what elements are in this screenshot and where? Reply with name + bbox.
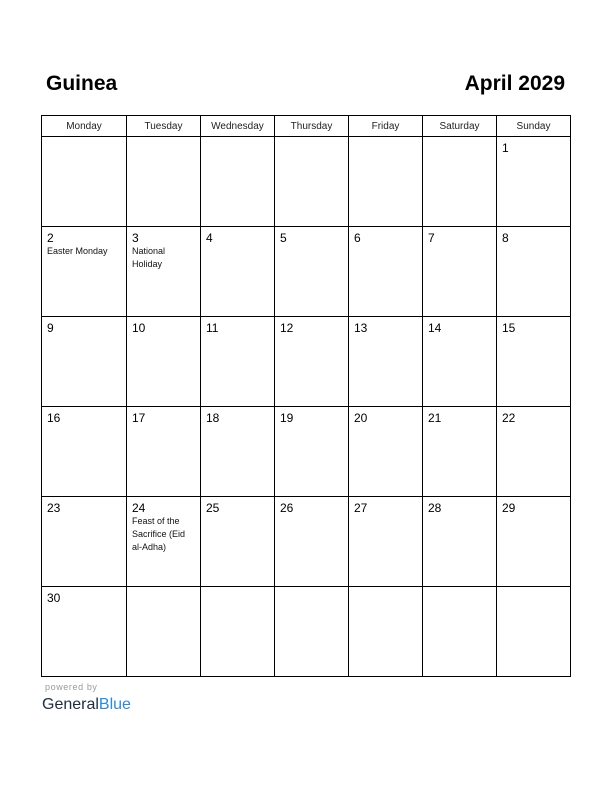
day-cell (42, 407, 127, 497)
day-cell (275, 587, 349, 677)
week-row (42, 407, 571, 497)
month-title: April 2029 (464, 72, 565, 95)
day-number (423, 587, 496, 591)
day-cell (42, 227, 127, 317)
day-cell (423, 497, 497, 587)
holiday-label: Feast of the Sacrifice (Eid al-Adha) (132, 516, 186, 552)
day-cell (423, 587, 497, 677)
day-number: 7 (428, 231, 435, 245)
day-number: 9 (47, 321, 54, 335)
week-row (42, 587, 571, 677)
day-number: 5 (280, 231, 287, 245)
day-number: 20 (354, 411, 368, 425)
weekday-header: Saturday (423, 116, 497, 137)
day-cell (127, 587, 201, 677)
day-number (349, 137, 422, 141)
day-cell (127, 407, 201, 497)
day-cell (275, 227, 349, 317)
day-number (127, 137, 200, 141)
day-cell (201, 137, 275, 227)
week-row (42, 227, 571, 317)
day-cell (201, 407, 275, 497)
day-number: 14 (428, 321, 442, 335)
day-number (349, 587, 422, 591)
day-cell (497, 317, 571, 407)
day-number: 1 (502, 141, 509, 155)
day-cell (423, 317, 497, 407)
day-number: 17 (132, 411, 146, 425)
day-number: 4 (206, 231, 213, 245)
day-cell (127, 137, 201, 227)
day-cell (201, 227, 275, 317)
day-cell (423, 227, 497, 317)
day-number (201, 587, 274, 591)
day-cell (42, 497, 127, 587)
holiday-label: Easter Monday (47, 246, 108, 256)
day-cell (42, 137, 127, 227)
weekday-header: Friday (349, 116, 423, 137)
day-number (201, 137, 274, 141)
day-cell (349, 317, 423, 407)
day-cell (275, 317, 349, 407)
day-cell (423, 407, 497, 497)
day-cell (497, 497, 571, 587)
day-number: 22 (502, 411, 516, 425)
day-number: 8 (502, 231, 509, 245)
day-number: 12 (280, 321, 294, 335)
day-cell (349, 497, 423, 587)
day-number: 29 (502, 501, 516, 515)
holiday-label: National Holiday (132, 246, 166, 269)
day-number (42, 137, 126, 141)
day-number: 27 (354, 501, 368, 515)
day-cell (42, 317, 127, 407)
day-number (127, 587, 200, 591)
day-cell (201, 317, 275, 407)
brand-general-text: General (42, 696, 99, 713)
day-cell (497, 137, 571, 227)
day-cell (275, 497, 349, 587)
powered-by-text: powered by (45, 682, 98, 692)
day-cell (349, 137, 423, 227)
day-number: 19 (280, 411, 294, 425)
day-number (275, 137, 348, 141)
weekday-header: Thursday (275, 116, 349, 137)
day-number: 2 (47, 231, 54, 245)
day-number: 6 (354, 231, 361, 245)
day-number: 26 (280, 501, 294, 515)
day-cell (497, 587, 571, 677)
brand-blue-text: Blue (98, 696, 131, 713)
day-number: 11 (206, 321, 219, 335)
day-number: 18 (206, 411, 220, 425)
day-cell (42, 587, 127, 677)
day-number: 10 (132, 321, 146, 335)
weekday-header: Wednesday (201, 116, 275, 137)
day-number: 25 (206, 501, 220, 515)
day-cell (349, 587, 423, 677)
day-number: 3 (132, 231, 139, 245)
weekday-header: Monday (42, 116, 127, 137)
day-number (275, 587, 348, 591)
day-number (423, 137, 496, 141)
day-number: 16 (47, 411, 61, 425)
day-number (497, 587, 570, 591)
day-cell (497, 227, 571, 317)
weekday-header: Sunday (497, 116, 571, 137)
day-cell (127, 227, 201, 317)
footer-branding (42, 682, 131, 715)
day-number: 23 (47, 501, 61, 515)
country-title: Guinea (46, 72, 118, 95)
weekday-header: Tuesday (127, 116, 201, 137)
day-cell (127, 317, 201, 407)
day-number: 24 (132, 501, 146, 515)
day-cell (349, 407, 423, 497)
day-cell (127, 497, 201, 587)
day-number: 13 (354, 321, 368, 335)
week-row (42, 497, 571, 587)
day-cell (201, 497, 275, 587)
calendar-grid (41, 115, 571, 677)
day-number: 30 (47, 591, 61, 605)
day-cell (423, 137, 497, 227)
weekday-header-row (42, 116, 571, 137)
day-cell (201, 587, 275, 677)
day-cell (275, 407, 349, 497)
day-number: 28 (428, 501, 442, 515)
brand-logo[interactable] (42, 695, 131, 715)
day-number: 21 (428, 411, 442, 425)
day-cell (497, 407, 571, 497)
week-row (42, 317, 571, 407)
week-row (42, 137, 571, 227)
day-cell (275, 137, 349, 227)
day-cell (349, 227, 423, 317)
day-number: 15 (502, 321, 516, 335)
